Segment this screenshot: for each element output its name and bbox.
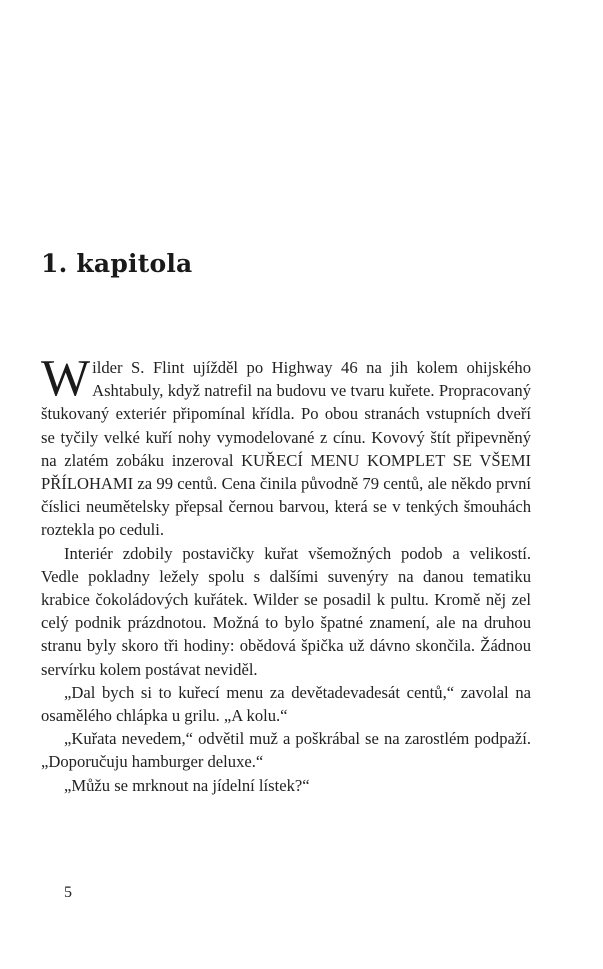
chapter-title: 1. kapitola bbox=[41, 249, 193, 278]
paragraph-4: „Kuřata nevedem,“ odvětil muž a poškrábal se na zarostlém podpaží. „Doporučuju hamburger deluxe.“ bbox=[41, 729, 531, 772]
paragraph-5: „Můžu se mrknout na jídelní lístek?“ bbox=[64, 775, 310, 795]
drop-cap: W bbox=[41, 350, 91, 407]
chapter-body bbox=[41, 350, 531, 797]
paragraph-1 bbox=[41, 350, 531, 542]
paragraph-1-text: ilder S. Flint ujížděl po Highway 46 na jih kolem ohijského Ashtabuly, když natrefil na budovu ve tvaru kuřete. Propracovaný štukovaný exteriér připomínal křídla. Po obou stranách vstupních dveří se tyčily velké kuří nohy vymodelované z cínu. Kovový štít připevněný na zlatém zobáku inzeroval KUŘECÍ MENU KOMPLET SE VŠEMI PŘÍLOHAMI za 99 centů. Cena činila původně 79 centů, ale někdo první číslici neumětelsky přepsal černou barvou, která se v tenkých šmouhách roztekla po ceduli. bbox=[41, 358, 531, 540]
paragraph-3: „Dal bych si to kuřecí menu za devětadevadesát centů,“ zavolal na osamělého chlápka u grilu. „A kolu.“ bbox=[41, 682, 531, 726]
page-number: 5 bbox=[64, 884, 72, 901]
paragraph-2: Interiér zdobily postavičky kuřat všemožných podob a velikostí. Vedle pokladny ležely spolu s dalšími suvenýry na danou tematiku krabice čokoládových kuřátek. Wilder se posadil k pultu. Kromě něj zel celý podnik prázdnotou. Možná to bylo špatné znamení, ale na druhou stranu byly skoro tři hodiny: obědová špička už dávno skončila. Žádnou servírku kolem postávat neviděl. bbox=[41, 543, 531, 679]
